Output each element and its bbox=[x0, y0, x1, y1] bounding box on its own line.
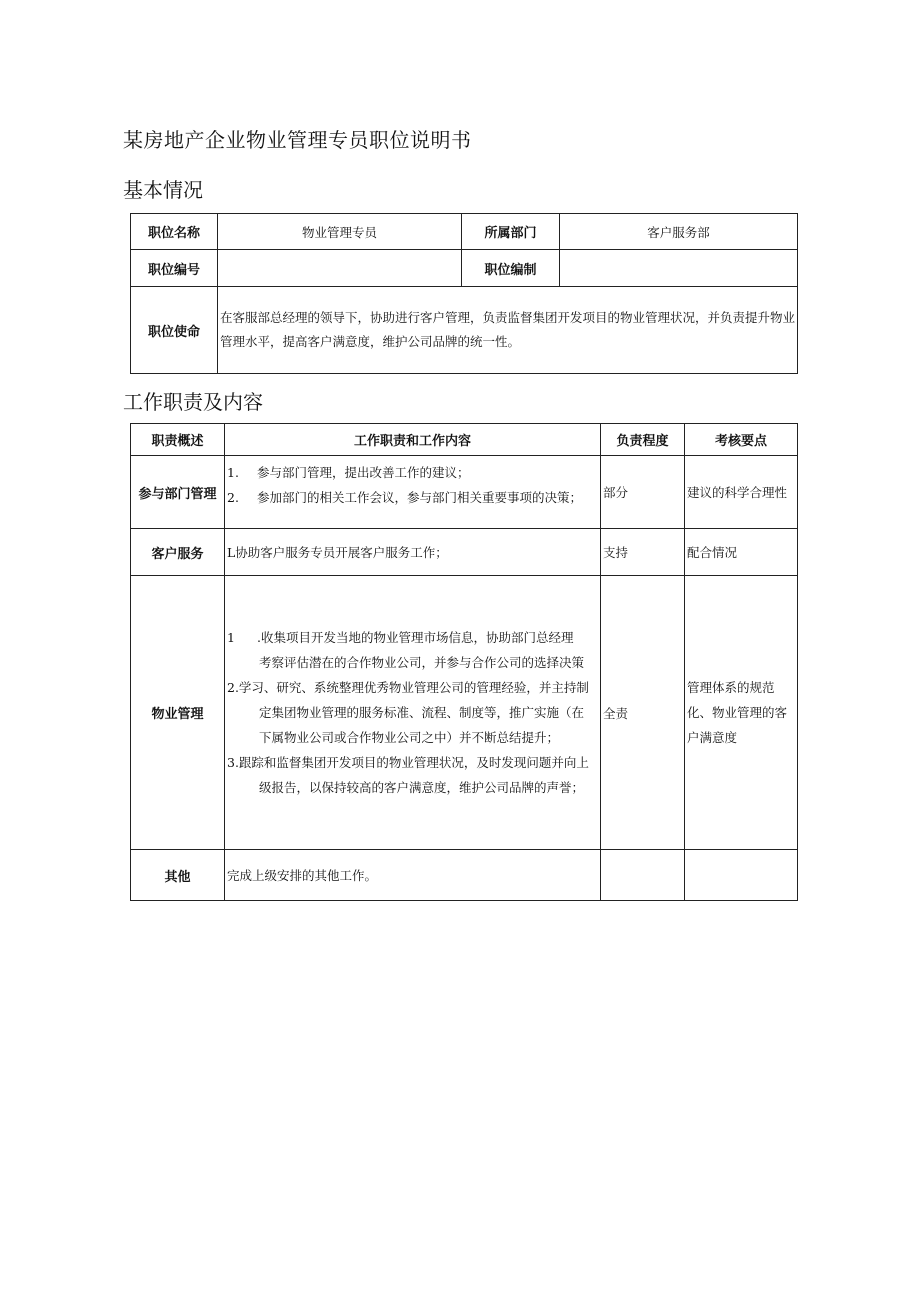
row-assess: 配合情况 bbox=[685, 529, 798, 576]
basic-info-table bbox=[130, 213, 798, 374]
row-summary: 物业管理 bbox=[131, 576, 225, 850]
basic-info-heading: 基本情况 bbox=[123, 178, 203, 202]
row-assess bbox=[685, 850, 798, 901]
row-content: 完成上级安排的其他工作。 bbox=[225, 850, 601, 901]
row-content bbox=[225, 456, 601, 529]
duties-table bbox=[130, 423, 798, 901]
position-quota-label: 职位编制 bbox=[462, 250, 560, 287]
document-title: 某房地产企业物业管理专员职位说明书 bbox=[123, 128, 472, 152]
row-degree: 全责 bbox=[601, 576, 685, 850]
list-item: 1 .收集项目开发当地的物业管理市场信息，协助部门总经理 bbox=[227, 630, 574, 645]
mission-label: 职位使命 bbox=[131, 287, 218, 374]
header-degree: 负责程度 bbox=[601, 424, 685, 456]
position-code-label: 职位编号 bbox=[131, 250, 218, 287]
list-item: 2.学习、研究、系统整理优秀物业管理公司的管理经验，并主持制 bbox=[227, 680, 589, 695]
department-value: 客户服务部 bbox=[560, 214, 798, 250]
row-assess: 建议的科学合理性 bbox=[685, 456, 798, 529]
list-item: 1. 参与部门管理，提出改善工作的建议； bbox=[227, 465, 470, 480]
header-assess: 考核要点 bbox=[685, 424, 798, 456]
header-summary: 职责概述 bbox=[131, 424, 225, 456]
row-degree bbox=[601, 850, 685, 901]
list-item: 3.跟踪和监督集团开发项目的物业管理状况，及时发现问题并向上 bbox=[227, 755, 589, 770]
row-content: L协助客户服务专员开展客户服务工作； bbox=[225, 529, 601, 576]
position-name-label: 职位名称 bbox=[131, 214, 218, 250]
position-name-value: 物业管理专员 bbox=[218, 214, 462, 250]
position-quota-value bbox=[560, 250, 798, 287]
row-degree: 支持 bbox=[601, 529, 685, 576]
row-summary: 客户服务 bbox=[131, 529, 225, 576]
row-summary: 其他 bbox=[131, 850, 225, 901]
row-assess: 管理体系的规范化、物业管理的客户满意度 bbox=[685, 576, 798, 850]
table-row bbox=[131, 529, 798, 576]
table-row bbox=[131, 850, 798, 901]
table-row bbox=[131, 456, 798, 529]
header-content: 工作职责和工作内容 bbox=[225, 424, 601, 456]
table-row bbox=[131, 576, 798, 850]
department-label: 所属部门 bbox=[462, 214, 560, 250]
row-degree: 部分 bbox=[601, 456, 685, 529]
position-code-value bbox=[218, 250, 462, 287]
list-item: 2. 参加部门的相关工作会议，参与部门相关重要事项的决策； bbox=[227, 490, 583, 505]
row-content: 1 .收集项目开发当地的物业管理市场信息，协助部门总经理 考察评估潜在的合作物业公司，并参与合作公司的选择决策 2.学习、研究、系统整理优秀物业管理公司的管理经验，并主持制 定集团物业管理的服务标准、流程、制度等，推广实施（在 下属物业公司或合作物业公司之中）并不断总结提升； 3.跟踪和监督集团开发项目的物业管理状况，及时发现问题并向上 级报告，以保持较高的客户满意度，维护公司品牌的声誉； bbox=[225, 576, 601, 850]
mission-text: 在客服部总经理的领导下，协助进行客户管理，负责监督集团开发项目的物业管理状况，并负责提升物业管理水平，提高客户满意度，维护公司品牌的统一性。 bbox=[218, 287, 798, 374]
duties-heading: 工作职责及内容 bbox=[123, 390, 263, 414]
row-summary: 参与部门管理 bbox=[131, 456, 225, 529]
